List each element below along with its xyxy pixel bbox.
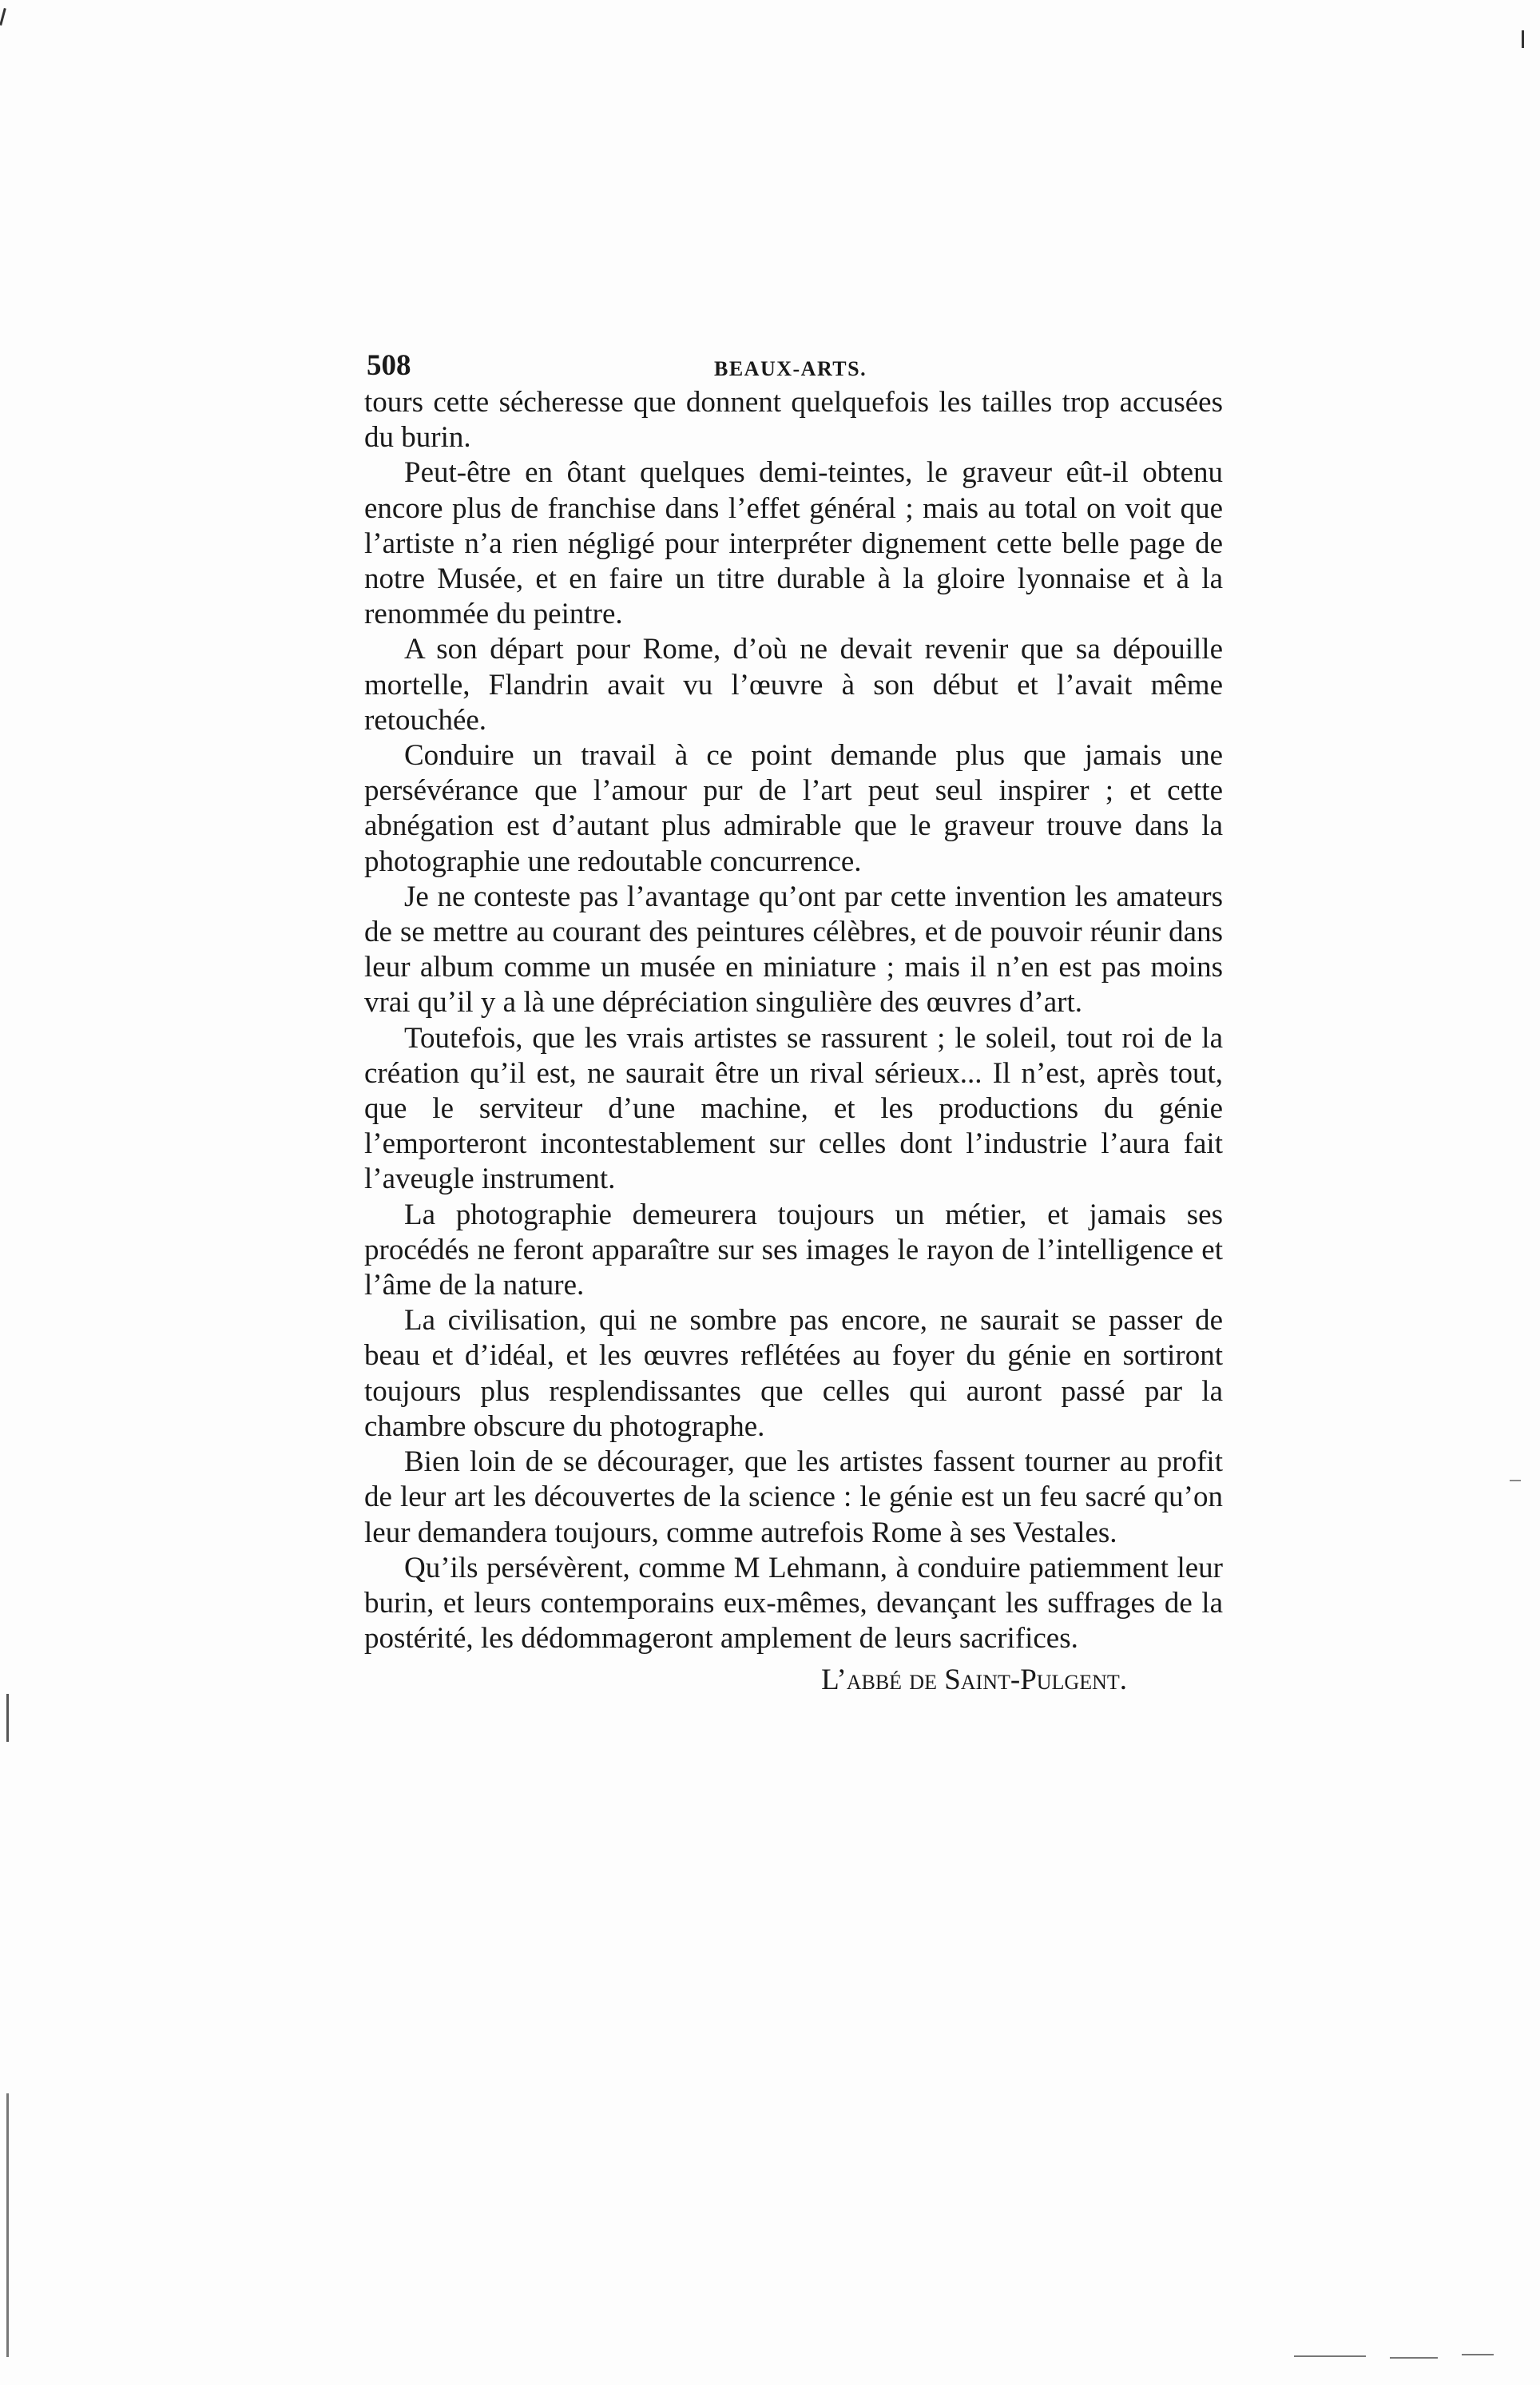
- paragraph-2: Peut-être en ôtant quelques demi-teintes, le graveur eût-il obtenu encore plus de franchise dans l’effet général ; mais au total on voit que l’artiste n’a rien négligé pour interpréter dignement cette belle page de notre Musée, et en faire un titre durable à la gloire lyonnaise et à la renommée du peintre.: [364, 456, 1223, 631]
- scan-mark-bottom-1: [1294, 2355, 1366, 2357]
- scan-mark-left-1: [6, 1694, 9, 1742]
- scan-mark-bottom-2: [1390, 2357, 1438, 2359]
- paragraph-5: Je ne conteste pas l’avantage qu’ont par cette invention les amateurs de se mettre au courant des peintures célèbres, et de pouvoir réunir dans leur album comme un musée en miniature ; mais il n’en est pas moins vrai qu’il y a là une dépréciation singulière des œuvres d’art.: [364, 880, 1223, 1020]
- paragraph-3: A son départ pour Rome, d’où ne devait revenir que sa dépouille mortelle, Flandrin avait vu l’œuvre à son début et l’avait même retouchée.: [364, 633, 1223, 737]
- running-head: [364, 348, 1223, 385]
- paragraph-7: La photographie demeurera toujours un métier, et jamais ses procédés ne feront apparaître sur ses images le rayon de l’intelligence et l’âme de la nature.: [364, 1198, 1223, 1302]
- paragraph-6: Toutefois, que les vrais artistes se rassurent ; le soleil, tout roi de la création qu’il est, ne saurait être un rival sérieux... Il n’est, après tout, que le serviteur d’une machine, et les productions du génie l’emporteront incontestablement sur celles dont l’industrie l’aura fait l’aveugle instrument.: [364, 1021, 1223, 1196]
- paragraph-10: Qu’ils persévèrent, comme M Lehmann, à conduire patiemment leur burin, et leurs contemporains eux-mêmes, devançant les suffrages de la postérité, les dédommageront amplement de leurs sacrifices.: [364, 1551, 1223, 1656]
- running-title: BEAUX-ARTS.: [714, 357, 867, 380]
- scan-mark-top-left: [0, 8, 6, 26]
- page-number: 508: [367, 349, 411, 382]
- scan-mark-right-1: [1510, 1480, 1521, 1481]
- scan-mark-left-2: [6, 2093, 9, 2357]
- paragraph-8: La civilisation, qui ne sombre pas encore, ne saurait se passer de beau et d’idéal, et les œuvres reflétées au foyer du génie en sortiront toujours plus resplendissantes que celles qui auront passé par la chambre obscure du photographe.: [364, 1304, 1223, 1443]
- scan-mark-top-right: [1522, 30, 1524, 48]
- scan-mark-bottom-3: [1462, 2354, 1494, 2355]
- paragraph-1: tours cette sécheresse que donnent quelquefois les tailles trop accusées du burin.: [364, 386, 1223, 455]
- text-block: [364, 348, 1223, 1699]
- paragraph-9: Bien loin de se décourager, que les artistes fassent tourner au profit de leur art les découvertes de la science : le génie est un feu sacré qu’on leur demandera toujours, comme autrefois Rome à ses Vestales.: [364, 1445, 1223, 1549]
- author-signature: L’abbé de Saint-Pulgent.: [821, 1664, 1127, 1697]
- paragraph-4: Conduire un travail à ce point demande plus que jamais une persévérance que l’amour pur de l’art peut seul inspirer ; et cette abnégation est d’autant plus admirable que le graveur trouve dans la photographie une redoutable concurrence.: [364, 739, 1223, 878]
